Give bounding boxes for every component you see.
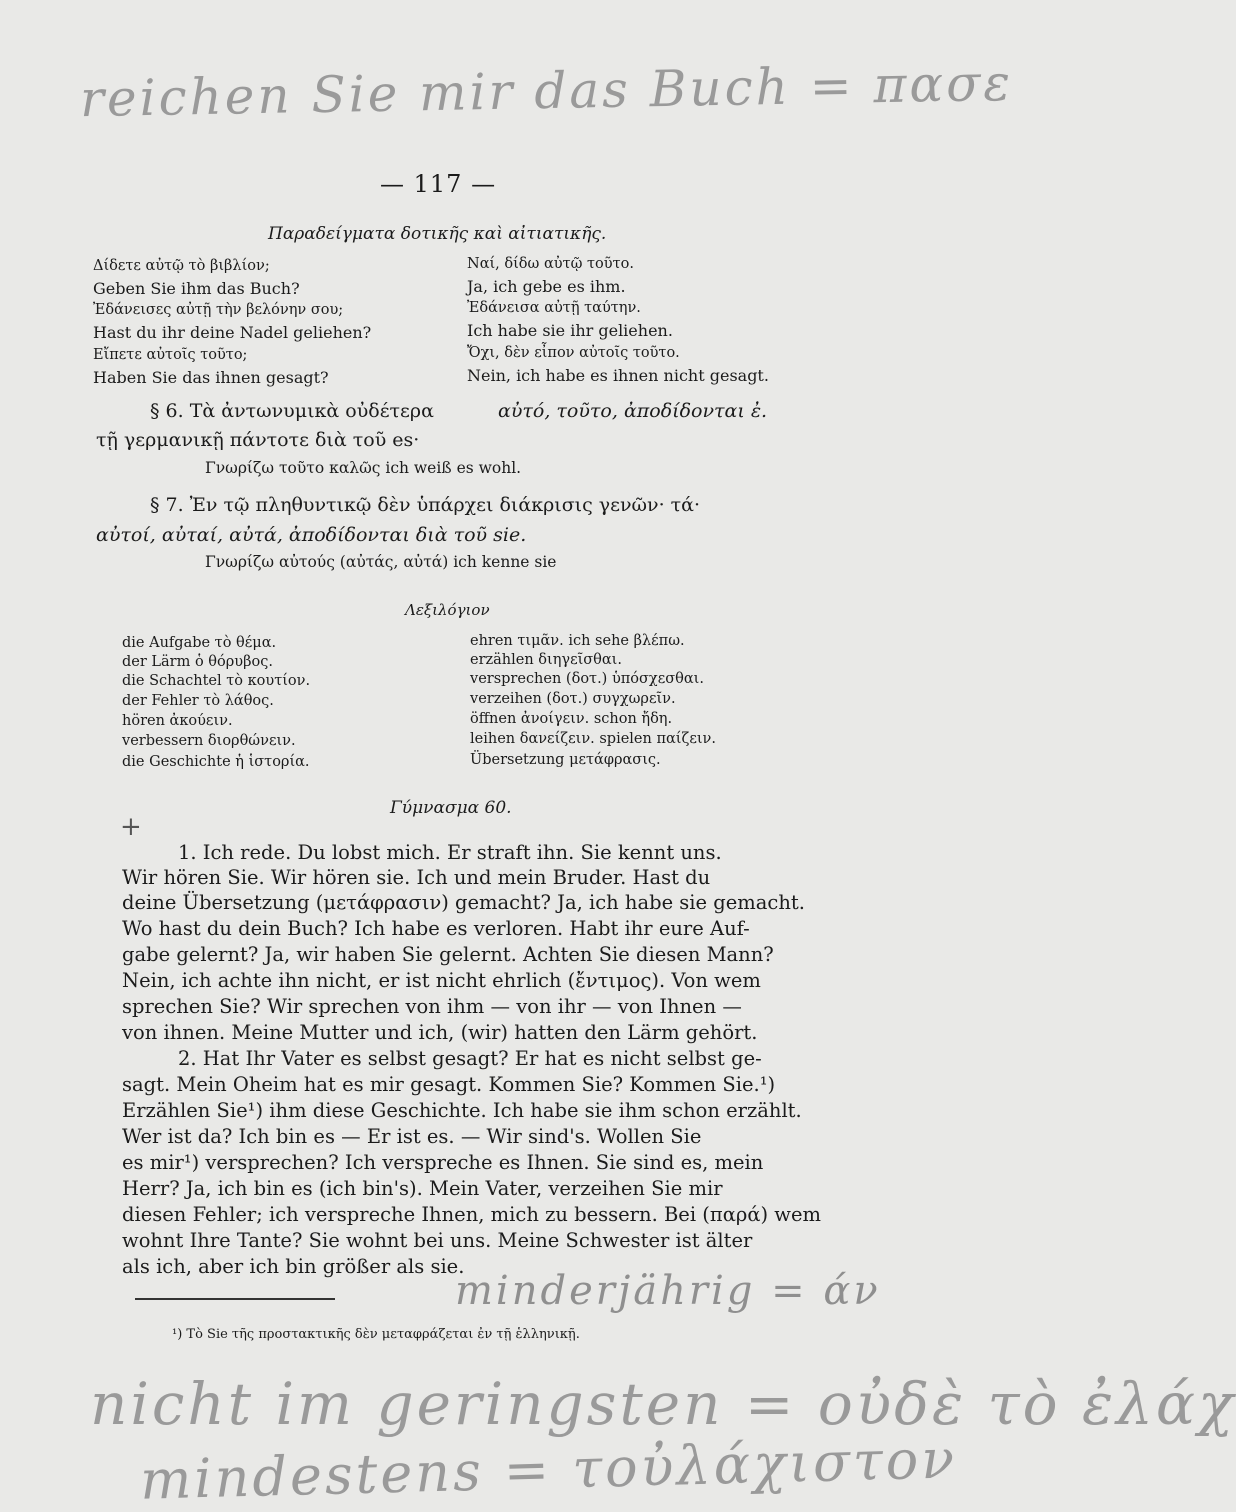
exercise-title: Γύμνασμα 60. xyxy=(390,798,512,818)
exercise-line: deine Übersetzung (μετάφρασιν) gemacht? Ja, ich habe sie gemacht. xyxy=(122,891,805,914)
section-title: Παραδείγματα δοτικῆς καὶ αἰτιατικῆς. xyxy=(268,224,607,244)
vocabulary-entry: ehren τιμᾶν. ich sehe βλέπω. xyxy=(470,633,685,649)
page-number: — 117 — xyxy=(380,170,497,198)
vocabulary-entry: die Aufgabe τὸ θέμα. xyxy=(122,635,277,651)
handwritten-annotation-middle: minderjährig = άν xyxy=(455,1268,881,1314)
exercise-line: sagt. Mein Oheim hat es mir gesagt. Kommen Sie? Kommen Sie.¹) xyxy=(122,1073,776,1096)
example-left-german: Haben Sie das ihnen gesagt? xyxy=(93,368,329,387)
exercise-line: Herr? Ja, ich bin es (ich bin's). Mein Vater, verzeihen Sie mir xyxy=(122,1177,723,1200)
paragraph-7-example: Γνωρίζω αὐτούς (αὐτάς, αὐτά) ich kenne sie xyxy=(205,553,557,571)
paragraph-7-line2 xyxy=(96,524,526,546)
exercise-line: es mir¹) versprechen? Ich verspreche es Ihnen. Sie sind es, mein xyxy=(122,1151,764,1174)
paragraph-6-example: Γνωρίζω τοῦτο καλῶς ich weiß es wohl. xyxy=(205,459,522,477)
exercise-line: sprechen Sie? Wir sprechen von ihm — von ihr — von Ihnen — xyxy=(122,995,742,1018)
exercise-line: 1. Ich rede. Du lobst mich. Er straft ihn. Sie kennt uns. xyxy=(178,841,722,864)
vocabulary-title: Λεξιλόγιον xyxy=(405,601,490,619)
vocabulary-entry: hören ἀκούειν. xyxy=(122,713,233,729)
paragraph-6-line2: τῇ γερμανικῇ πάντοτε διὰ τοῦ es· xyxy=(96,429,420,451)
example-right-german: Nein, ich habe es ihnen nicht gesagt. xyxy=(467,366,769,385)
footnote: ¹) Τὸ Sie τῆς προστακτικῆς δὲν μεταφράζεται ἐν τῇ ἑλληνικῇ. xyxy=(172,1327,580,1342)
exercise-line: diesen Fehler; ich verspreche Ihnen, mich zu bessern. Bei (παρά) wem xyxy=(122,1203,822,1226)
vocabulary-entry: der Lärm ὁ θόρυβος. xyxy=(122,654,273,670)
vocabulary-entry: erzählen διηγεῖσθαι. xyxy=(470,652,622,668)
exercise-line: als ich, aber ich bin größer als sie. xyxy=(122,1255,465,1278)
exercise-line: von ihnen. Meine Mutter und ich, (wir) hatten den Lärm gehört. xyxy=(122,1021,758,1044)
pencil-cross-mark: + xyxy=(120,812,142,842)
example-right-greek: Ἐδάνεισα αὐτῇ ταύτην. xyxy=(467,300,641,316)
example-left-greek: Εἴπετε αὐτοῖς τοῦτο; xyxy=(93,347,248,363)
handwritten-annotation-bottom-1: nicht im geringsten = οὐδὲ τὸ ἐλάχ xyxy=(90,1370,1236,1438)
exercise-line: 2. Hat Ihr Vater es selbst gesagt? Er hat es nicht selbst ge- xyxy=(178,1047,762,1070)
vocabulary-entry: öffnen ἀνοίγειν. schon ἤδη. xyxy=(470,711,673,727)
example-left-greek: Ἐδάνεισες αὐτῇ τὴν βελόνην σου; xyxy=(93,302,344,318)
vocabulary-entry: verzeihen (δοτ.) συγχωρεῖν. xyxy=(470,691,676,707)
example-right-greek: Ὄχι, δὲν εἶπον αὐτοῖς τοῦτο. xyxy=(467,345,680,361)
example-right-greek: Ναί, δίδω αὐτῷ τοῦτο. xyxy=(467,256,634,272)
example-left-german: Hast du ihr deine Nadel geliehen? xyxy=(93,323,372,342)
footnote-divider xyxy=(135,1298,335,1300)
paragraph-7-line1: § 7. Ἐν τῷ πληθυντικῷ δὲν ὑπάρχει διάκρισις γενῶν· τά· xyxy=(150,494,701,516)
vocabulary-entry: Übersetzung μετάφρασις. xyxy=(470,752,661,768)
paragraph-6-line1b-text: αὐτό, τοῦτο, ἀποδίδονται ἐ. xyxy=(498,400,768,422)
exercise-line: Wir hören Sie. Wir hören sie. Ich und mein Bruder. Hast du xyxy=(122,866,711,889)
exercise-line: Erzählen Sie¹) ihm diese Geschichte. Ich habe sie ihm schon erzählt. xyxy=(122,1099,802,1122)
example-right-german: Ich habe sie ihr geliehen. xyxy=(467,321,673,340)
exercise-line: wohnt Ihre Tante? Sie wohnt bei uns. Meine Schwester ist älter xyxy=(122,1229,753,1252)
exercise-line: Wo hast du dein Buch? Ich habe es verloren. Habt ihr eure Auf- xyxy=(122,917,750,940)
paragraph-7-line2-text: αὐτοί, αὐταί, αὐτά, ἀποδίδονται διὰ τοῦ sie. xyxy=(96,524,527,546)
example-left-greek: Δίδετε αὐτῷ τὸ βιβλίον; xyxy=(93,258,270,274)
exercise-line: Nein, ich achte ihn nicht, er ist nicht ehrlich (ἔντιμος). Von wem xyxy=(122,969,761,992)
handwritten-annotation-bottom-2: mindestens = τοὐλάχιστον xyxy=(139,1427,958,1512)
paragraph-6-line1a: § 6. Τὰ ἀντωνυμικὰ οὐδέτερα xyxy=(150,400,434,422)
vocabulary-entry: verbessern διορθώνειν. xyxy=(122,733,296,749)
vocabulary-entry: versprechen (δοτ.) ὑπόσχεσθαι. xyxy=(470,671,704,687)
vocabulary-entry: die Geschichte ἡ ἱστορία. xyxy=(122,754,310,770)
exercise-line: Wer ist da? Ich bin es — Er ist es. — Wir sind's. Wollen Sie xyxy=(122,1125,702,1148)
exercise-line: gabe gelernt? Ja, wir haben Sie gelernt. Achten Sie diesen Mann? xyxy=(122,943,774,966)
example-left-german: Geben Sie ihm das Buch? xyxy=(93,279,300,298)
vocabulary-entry: die Schachtel τὸ κουτίον. xyxy=(122,673,311,689)
paragraph-6-line1b xyxy=(498,400,767,422)
example-right-german: Ja, ich gebe es ihm. xyxy=(467,277,626,296)
vocabulary-entry: leihen δανείζειν. spielen παίζειν. xyxy=(470,731,716,747)
vocabulary-entry: der Fehler τὸ λάθος. xyxy=(122,693,274,709)
handwritten-annotation-top: reichen Sie mir das Buch = πασε xyxy=(79,53,1014,129)
